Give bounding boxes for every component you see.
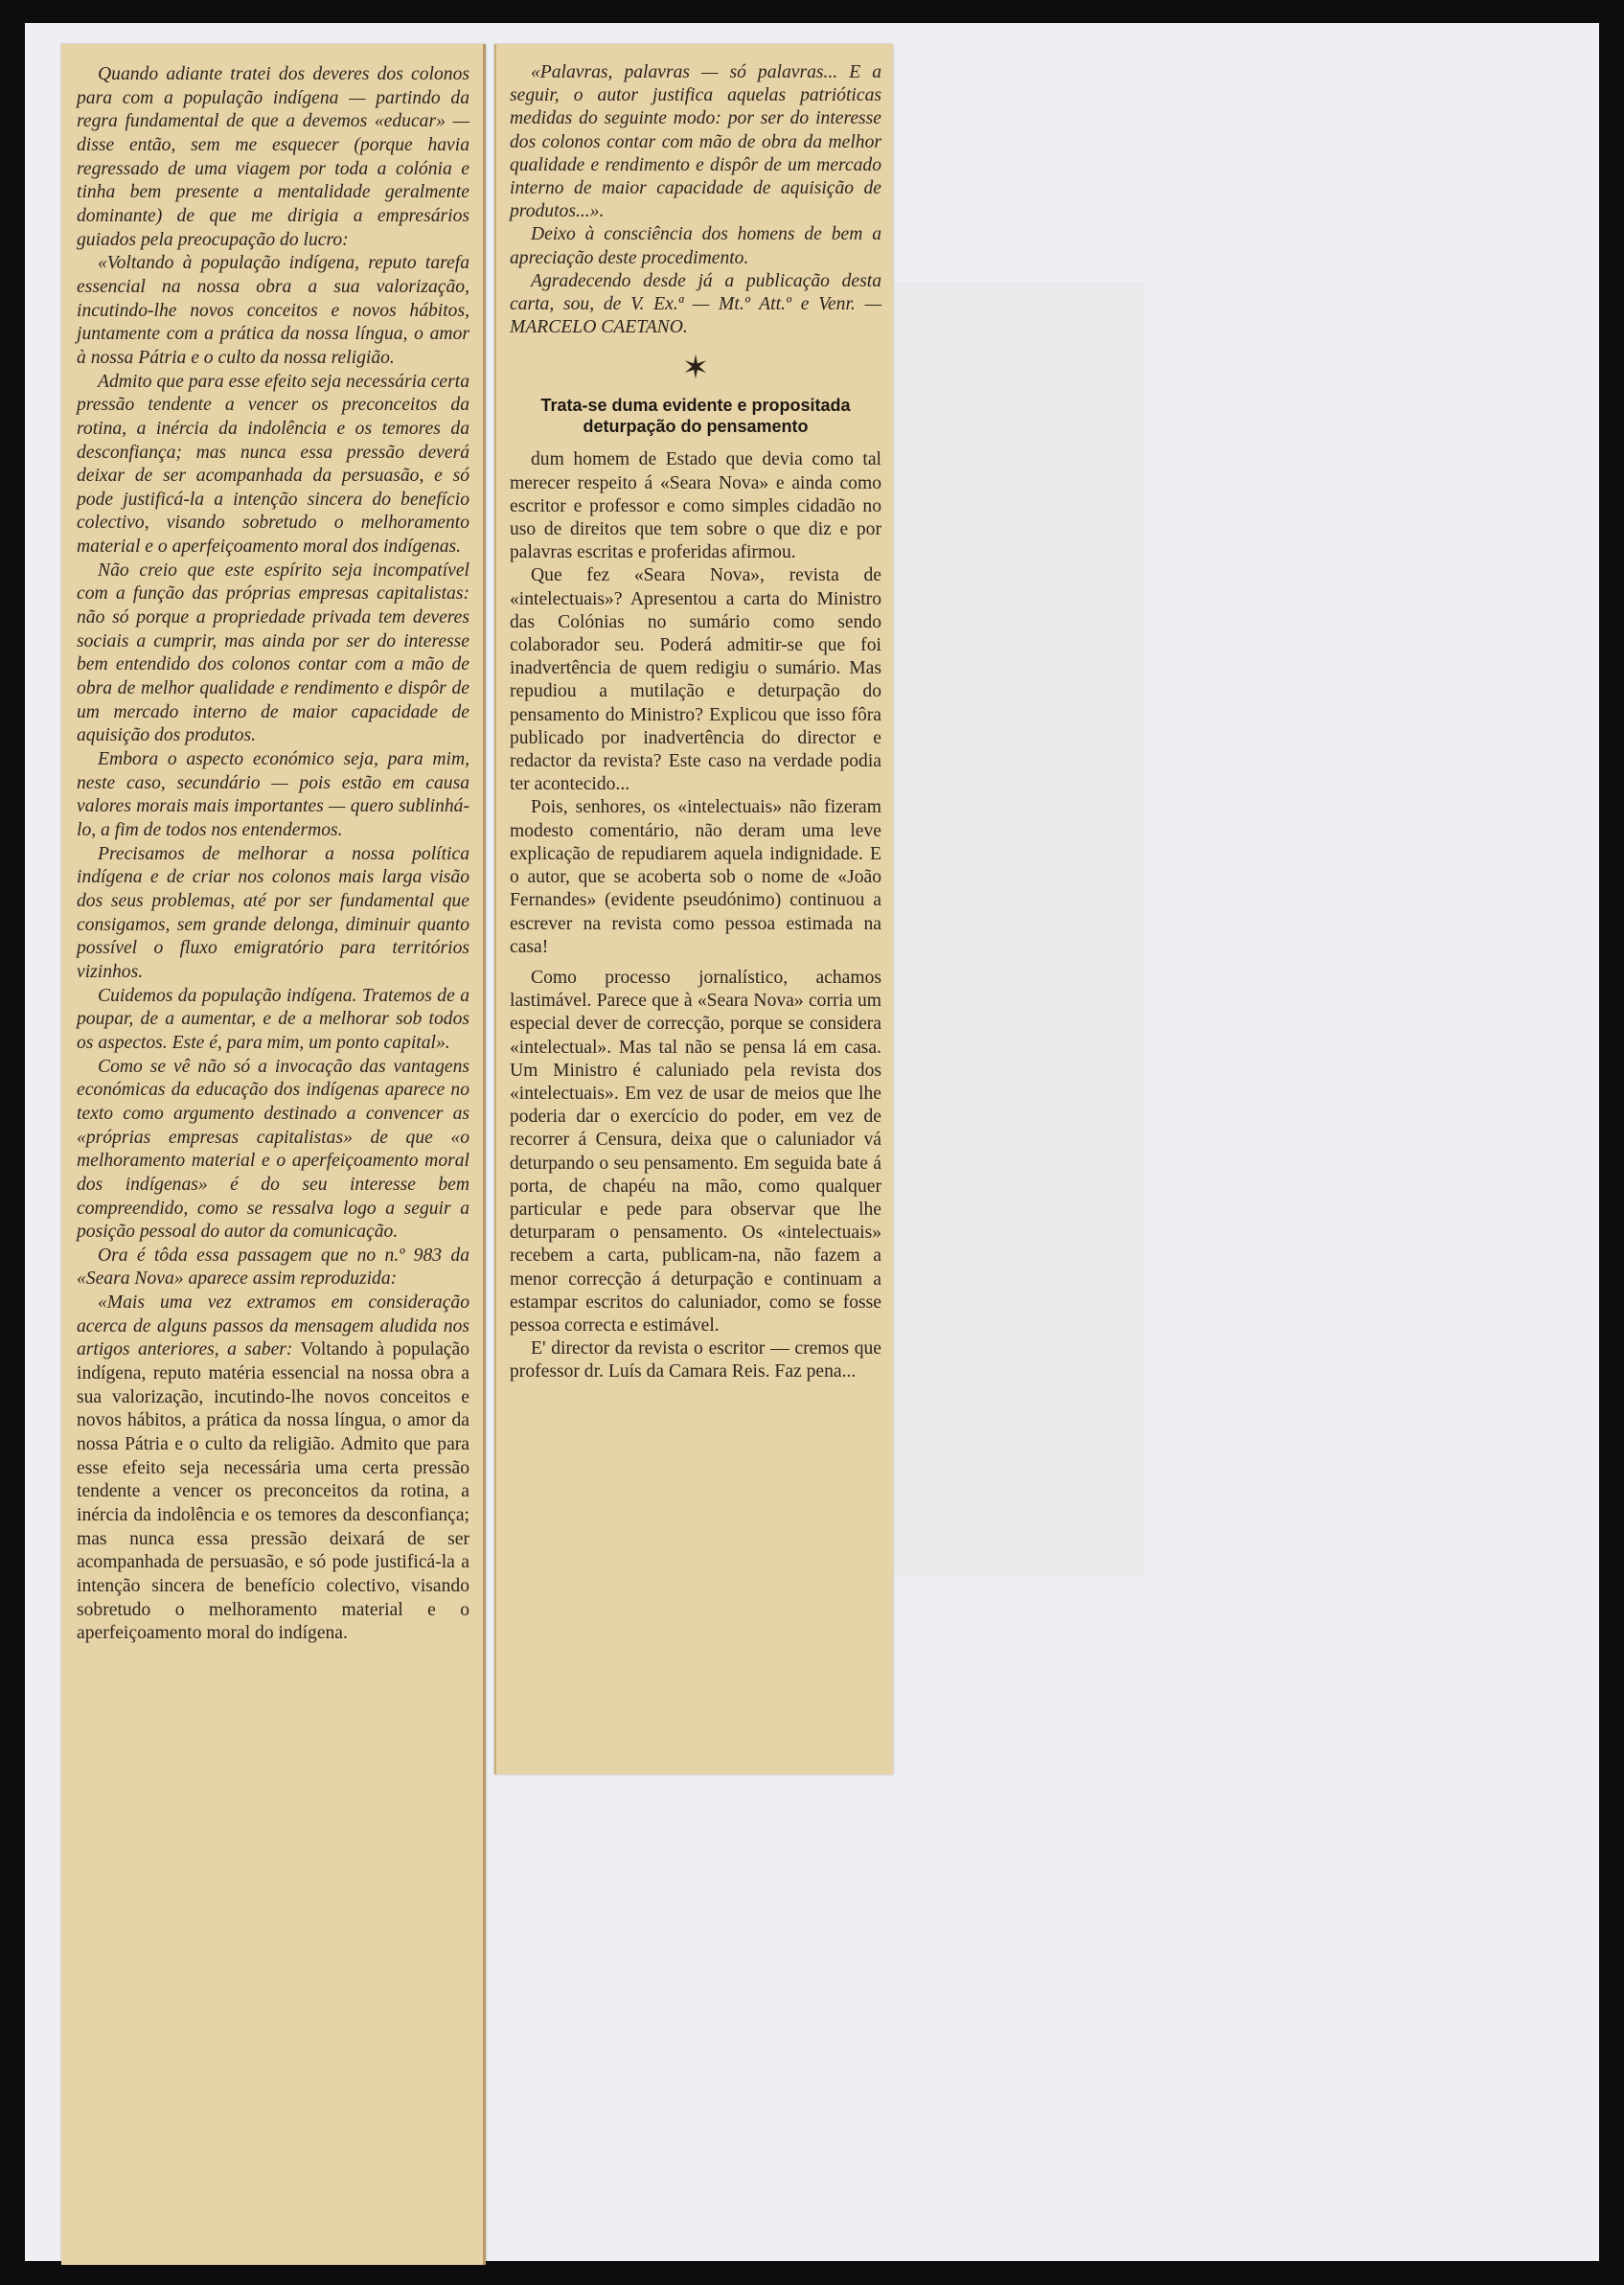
paragraph: «Palavras, palavras — só palavras... E a seguir, o autor justifica aquelas patrióticas medidas do seguinte modo: por ser do interesse dos colonos contar com mão de obra da melhor qualidade e rendimento e dispôr de um mercado interno de maior capacidade de aquisição de produtos...». — [510, 62, 881, 222]
paragraph: «Voltando à população indígena, reputo tarefa essencial na nossa obra a sua valorização, incutindo-lhe novos conceitos e novos hábitos, juntamente com a prática da nossa língua, o amor à nossa Pátria e o culto da nossa religião. — [77, 253, 469, 368]
clipping-column-right — [494, 44, 893, 1774]
scanned-page — [25, 23, 1599, 2261]
paragraph: E' director da revista o escritor — cremos que professor dr. Luís da Camara Reis. Faz pena... — [510, 1338, 881, 1382]
quoted-paragraph — [77, 1291, 469, 1646]
paragraph: Que fez «Seara Nova», revista de «intelectuais»? Apresentou a carta do Ministro das Colónias no sumário como sendo colaborador seu. Poderá admitir-se que foi inadvertência de quem redigiu o sumário. Mas repudiou a mutilação e deturpação do pensamento do Ministro? Explicou que isso fôra publicado por inadvertência do director e redactor da revista? Este caso na verdade podia ter acontecido... — [510, 565, 881, 795]
paragraph: Pois, senhores, os «intelectuais» não fizeram modesto comentário, não deram uma leve explicação de repudiarem aquela indignidade. E o autor, que se acoberta sob o nome de «João Fernandes» (evidente pseudónimo) continuou a escrever na revista como pessoa estimada na casa! — [510, 797, 881, 957]
paragraph: Admito que para esse efeito seja necessária certa pressão tendente a vencer os preconceitos da rotina, a inércia da indolência e os temores da desconfiança; mas nunca essa pressão deverá deixar de ser acompanhada da persuasão, e só pode justificá-la a intenção sincera do benefício colectivo, visando sobretudo o melhoramento material e o aperfeiçoamento moral dos indígenas. — [77, 371, 469, 558]
clipping-column-left — [61, 44, 486, 2265]
section-headline: Trata-se duma evidente e propositada deturpação do pensamento — [540, 396, 851, 437]
separator-star: ✶ — [681, 349, 710, 388]
paragraph: Embora o aspecto económico seja, para mim, neste caso, secundário — pois estão em causa valores morais mais importantes — quero sublinhá-lo, a fim de todos nos entendermos. — [77, 749, 469, 840]
faint-bleedthrough-area — [866, 282, 1144, 1575]
quote-intro: «Mais uma vez extramos em consideração acerca de alguns passos da mensagem aludida nos artigos anteriores, a saber: — [77, 1292, 469, 1360]
paragraph: Ora é tôda essa passagem que no n.º 983 da «Seara Nova» aparece assim reproduzida: — [77, 1245, 469, 1290]
paragraph: Como se vê não só a invocação das vantagens económicas da educação dos indígenas aparece no texto como argumento destinado a convencer as «próprias empresas capitalistas» de que «o melhoramento material e o aperfeiçoamento moral dos indígenas» é do seu interesse bem compreendido, como se ressalva logo a seguir a posição pessoal do autor da comunicação. — [77, 1056, 469, 1243]
paragraph: dum homem de Estado que devia como tal merecer respeito á «Seara Nova» e ainda como escritor e professor e como simples cidadão no uso de direitos que tem sobre o que diz e por palavras escritas e proferidas afirmou. — [510, 449, 881, 563]
left-column-text — [61, 44, 483, 1646]
right-column-text — [496, 44, 893, 1384]
signature-paragraph: Agradecendo desde já a publicação desta carta, sou, de V. Ex.ª — Mt.º Att.º e Venr. — MARCELO CAETANO. — [510, 270, 881, 338]
paragraph: Não creio que este espírito seja incompatível com a função das próprias empresas capitalistas: não só porque a propriedade privada tem deveres sociais a cumprir, mas ainda por ser do interesse bem entendido dos colonos contar com a mão de obra de melhor qualidade e rendimento e dispôr de um mercado interno de maior capacidade de aquisição dos produtos. — [77, 560, 469, 746]
paragraph: Cuidemos da população indígena. Tratemos de a poupar, de a aumentar, e de a melhorar sob todos os aspectos. Este é, para mim, um ponto capital». — [77, 985, 469, 1053]
paragraph: Como processo jornalístico, achamos lastimável. Parece que à «Seara Nova» corria um especial dever de correcção, porque se considera «intelectual». Mas tal não se pensa lá em casa. Um Ministro é caluniado pela revista dos «intelectuais». Em vez de usar de meios que lhe poderia dar o exercício do poder, em vez de recorrer á Censura, deixa que o caluniador vá deturpando o seu pensamento. Em seguida bate á porta, de chapéu na mão, como qualquer particular e pede para observar que lhe deturparam o pensamento. Os «intelectuais» recebem a carta, publicam-na, não fazem a menor correcção á deturpação e continuam a estampar escritos do caluniador, como se fosse pessoa correcta e estimável. — [510, 967, 881, 1336]
paragraph: Precisamos de melhorar a nossa política indígena e de criar nos colonos mais larga visão dos seus problemas, até por ser fundamental que consigamos, sem grande delonga, diminuir quanto possível o fluxo emigratório para territórios vizinhos. — [77, 843, 469, 982]
paragraph: Quando adiante tratei dos deveres dos colonos para com a população indígena — partindo da regra fundamental de que a devemos «educar» — disse então, sem me esquecer (porque havia regressado de uma viagem por toda a colónia e tinha bem presente a mentalidade geralmente dominante) de que me dirigia a empresários guiados pela preocupação do lucro: — [77, 64, 469, 250]
paragraph: Deixo à consciência dos homens de bem a apreciação deste procedimento. — [510, 224, 881, 268]
spacer — [510, 959, 881, 967]
quote-body: Voltando à população indígena, reputo matéria essencial na nossa obra a sua valorização, incutindo-lhe novos conceitos e novos hábitos, a prática da nossa língua, o amor da nossa Pátria e o culto da religião. Admito que para esse efeito seja necessária uma certa pressão tendente a vencer os preconceitos da rotina, a inércia da indolência e os temores da desconfiança; mas nunca essa pressão deixará de ser acompanhada de persuasão, e só pode justificá-la a intenção sincera de benefício colectivo, visando sobretudo o melhoramento material e o aperfeiçoamento moral do indígena. — [77, 1339, 469, 1644]
